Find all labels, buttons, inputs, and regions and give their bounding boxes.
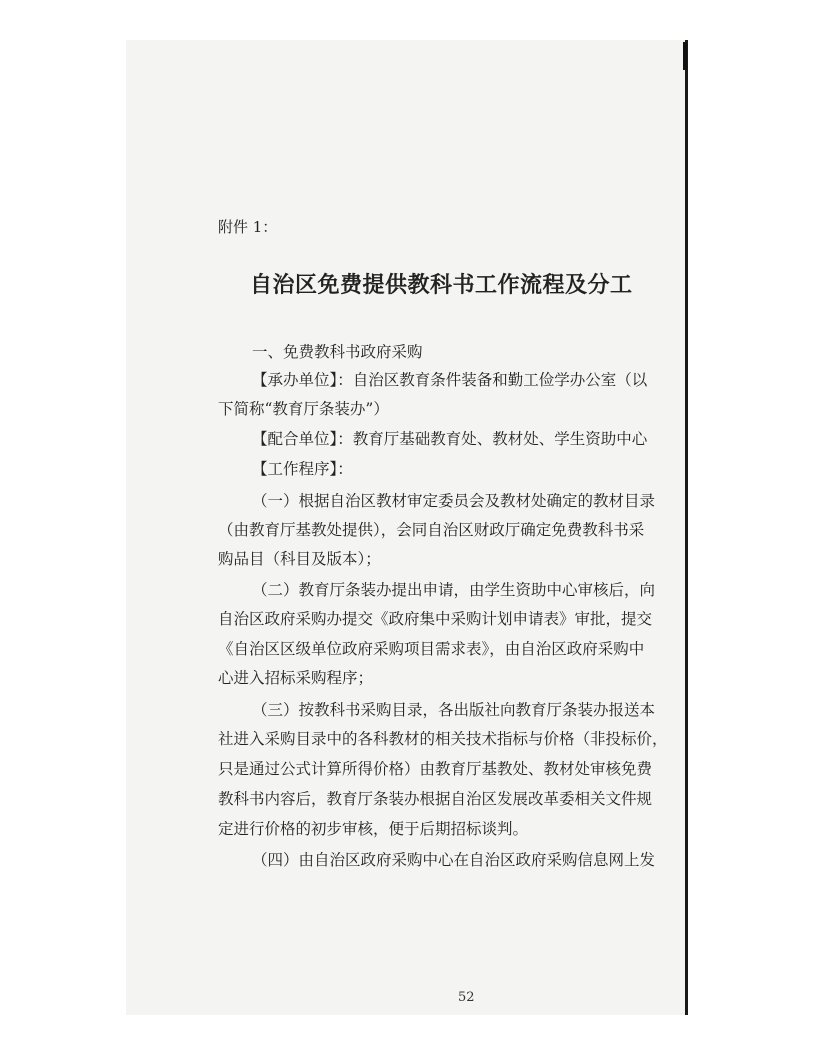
paragraph-line: （一）根据自治区教材审定委员会及教材处确定的教材目录 (252, 492, 656, 510)
paragraph-line: 【工作程序】： (252, 460, 353, 478)
paragraph-line: 教科书内容后，教育厅条装办根据自治区发展改革委相关文件规 (218, 790, 653, 808)
page-edge-mark (683, 42, 687, 70)
section-heading: 一、免费教科书政府采购 (252, 343, 423, 361)
paragraph-line: 【承办单位】：自治区教育条件装备和勤工俭学办公室（以 (252, 371, 648, 389)
paragraph-line: 《自治区区级单位政府采购项目需求表》，由自治区政府采购中 (218, 640, 645, 658)
page-number: 52 (458, 990, 475, 1005)
paragraph-line: 购品目（科目及版本）； (218, 550, 381, 568)
paragraph-line: 心进入招标采购程序； (218, 669, 374, 687)
paragraph-line: （三）按教科书采购目录，各出版社向教育厅条装办报送本 (252, 701, 656, 719)
paragraph-line: 定进行价格的初步审核，便于后期招标谈判。 (218, 820, 529, 838)
paragraph-line: （四）由自治区政府采购中心在自治区政府采购信息网上发 (252, 851, 656, 869)
paragraph-line: （由教育厅基教处提供），会同自治区财政厅确定免费教科书采 (218, 521, 645, 539)
paragraph-line: 【配合单位】：教育厅基础教育处、教材处、学生资助中心 (252, 430, 648, 448)
paragraph-line: 下简称“教育厅条装办”） (218, 400, 389, 418)
paragraph-line: 自治区政府采购办提交《政府集中采购计划申请表》审批，提交 (218, 610, 653, 628)
paragraph-line: 只是通过公式计算所得价格）由教育厅基教处、教材处审核免费 (218, 760, 653, 778)
attachment-label: 附件 1： (218, 218, 278, 236)
document-title: 自治区免费提供教科书工作流程及分工 (250, 272, 633, 298)
paragraph-line: 社进入采购目录中的各科教材的相关技术指标与价格（非投标价， (218, 730, 668, 748)
paragraph-line: （二）教育厅条装办提出申请，由学生资助中心审核后，向 (252, 581, 656, 599)
